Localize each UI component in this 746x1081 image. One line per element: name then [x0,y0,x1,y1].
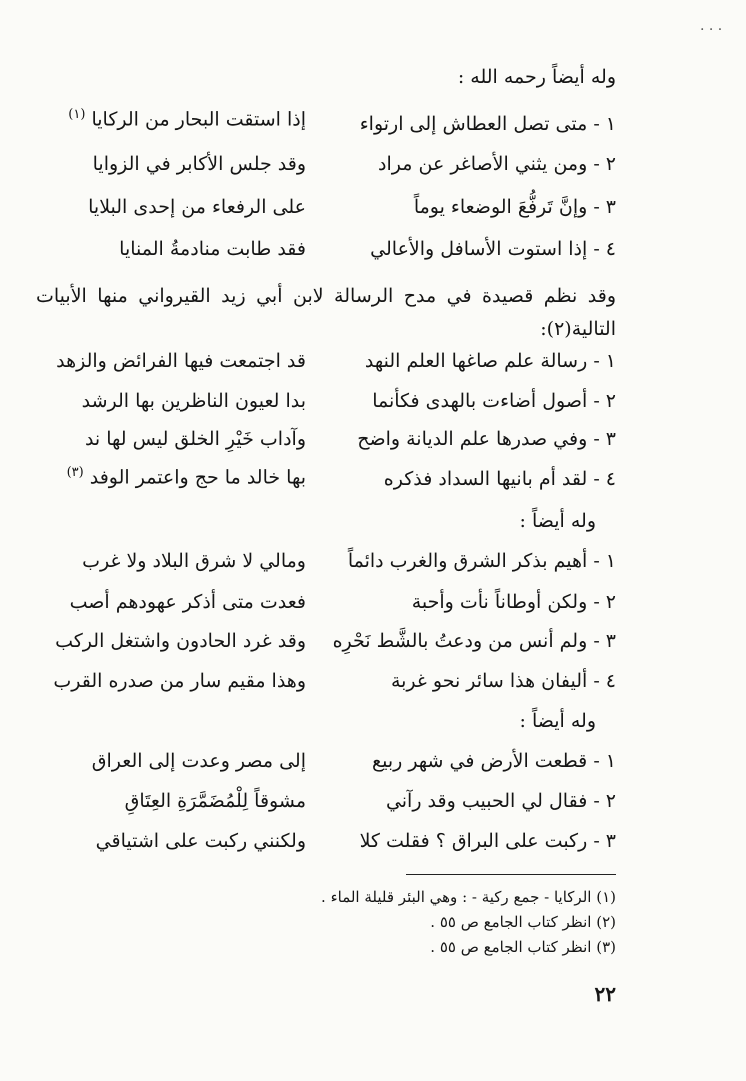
verse-first-hemistich: ٣ - ولم أنس من ودعتُ بالشَّط نَحْرِه [332,630,616,652]
footnote-divider [406,874,616,875]
footnote: (١) الركايا - جمع ركية - : وهي البئر قليلة الماء . [321,888,616,906]
verse-second-hemistich: وهذا مقيم سار من صدره القرب [53,670,306,692]
verse-second-hemistich: إذا استقت البحار من الركايا $^{(١)}$ [68,107,306,131]
verse-first-hemistich: ١ - أهيم بذكر الشرق والغرب دائماً [347,550,616,572]
verse-first-hemistich: ٢ - ومن يثني الأصاغر عن مراد [378,153,616,175]
verse-second-hemistich: قد اجتمعت فيها الفرائض والزهد [56,350,306,372]
section-heading: وله أيضاً : [519,510,596,532]
verse-second-hemistich: على الرفعاء من إحدى البلايا [88,196,306,218]
verse-first-hemistich: ٢ - فقال لي الحبيب وقد رآني [385,790,616,812]
section-heading: وله أيضاً رحمه الله : [457,66,616,88]
verse-first-hemistich: ١ - متى تصل العطاش إلى ارتواء [359,113,616,135]
verse-first-hemistich: ٢ - ولكن أوطاناً نأت وأحبة [411,591,616,613]
verse-second-hemistich: ولكنني ركبت على اشتياقي [95,830,306,852]
corner-mark: . . . [700,18,723,34]
verse-first-hemistich: ٣ - ركبت على البراق ؟ فقلت كلا [359,830,616,852]
footnote-marker: (١) [68,107,86,122]
verse-first-hemistich: ٣ - وإنَّ تَرفُّعَ الوضعاء يوماً [413,196,616,218]
footnote-marker: (٣) [66,465,84,480]
verse-first-hemistich: ٣ - وفي صدرها علم الديانة واضح [357,428,616,450]
verse-second-hemistich: بها خالد ما حج واعتمر الوفد $^{(٣)}$ [66,465,306,489]
verse-first-hemistich: ١ - قطعت الأرض في شهر ربيع [371,750,616,772]
verse-first-hemistich: ١ - رسالة علم صاغها العلم النهد [364,350,616,372]
verse-second-hemistich: وقد غرد الحادون واشتغل الركب [55,630,306,652]
footnote: (٣) انظر كتاب الجامع ص ٥٥ . [430,938,616,956]
verse-second-hemistich: بدا لعيون الناظرين بها الرشد [81,390,306,412]
verse-second-hemistich: ومالي لا شرق البلاد ولا غرب [82,550,306,572]
verse-second-hemistich: وقد جلس الأكابر في الزوايا [92,153,306,175]
verse-first-hemistich: ٤ - أليفان هذا سائر نحو غربة [390,670,616,692]
verse-second-hemistich: وآداب خَيْرِ الخلق ليس لها ند [84,428,306,450]
verse-second-hemistich: مشوقاً لِلْمُضَمَّرَةِ العِتَاقِ [124,790,306,812]
verse-first-hemistich: ٢ - أصول أضاءت بالهدى فكأنما [372,390,616,412]
verse-second-hemistich: إلى مصر وعدت إلى العراق [91,750,306,772]
verse-first-hemistich: ٤ - لقد أم بانيها السداد فذكره [383,468,616,490]
section-heading: وله أيضاً : [519,710,596,732]
section-intro-paragraph: وقد نظم قصيدة في مدح الرسالة لابن أبي زيد القيرواني منها الأبيات التالية(٢): [36,285,616,340]
verse-first-hemistich: ٤ - إذا استوت الأسافل والأعالي [370,238,616,260]
verse-second-hemistich: فعدت متى أذكر عهودهم أصب [69,591,306,613]
footnote: (٢) انظر كتاب الجامع ص ٥٥ . [430,913,616,931]
verse-second-hemistich: فقد طابت منادمةُ المنايا [119,238,306,260]
page-number: ٢٢ [594,982,616,1006]
